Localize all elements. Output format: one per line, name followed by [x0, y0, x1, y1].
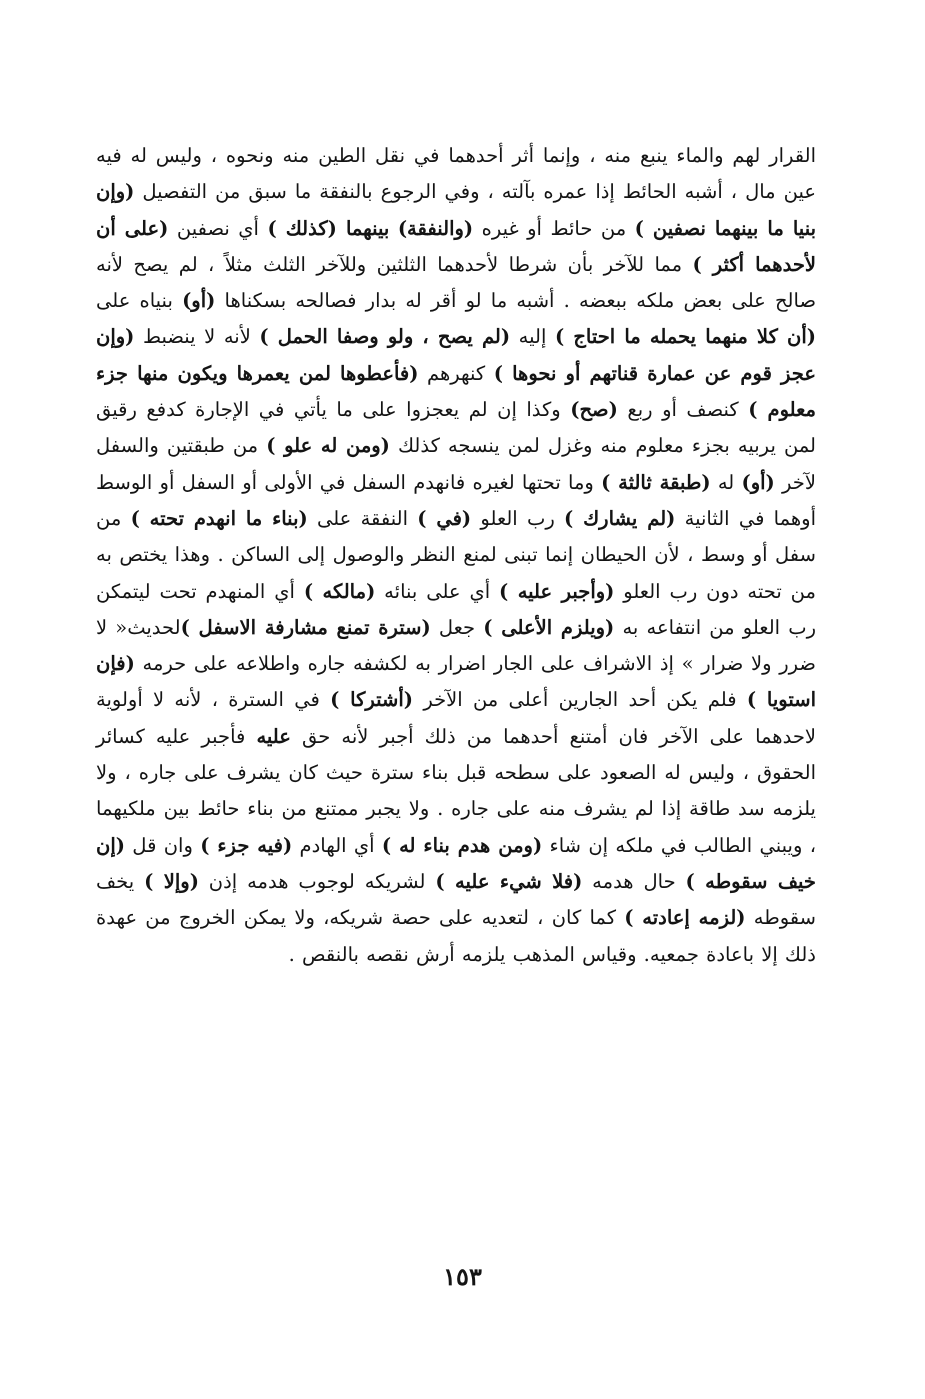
sharh-text: مما للآخر بأن شرطا لأحدهما الثلثين وللآخر الثلث مثلاً ، لم يصح لأنه صالح على بعض ملكه ببعضه . أشبه ما لو أقر له بدار فصالحه بسكناها	[96, 252, 816, 313]
matn-text: (وإن عجز قوم عن عمارة قناتهم أو نحوها )	[96, 325, 816, 385]
matn-text: (وإن بنيا ما بينهما نصفين )	[96, 180, 816, 240]
matn-text: (إن خيف سقوطه )	[96, 833, 816, 893]
matn-text: (على أن لأحدهما أكثر )	[96, 216, 816, 276]
body-text	[96, 138, 816, 973]
matn-text: (في )	[417, 506, 472, 530]
sharh-text: إليه	[510, 325, 555, 349]
sharh-text: القرار لهم والماء ينبع منه ، وإنما أثر أحدهما في نقل الطين منه ونحوه ، وليس له فيه عين مال ، أشبه الحائط إذا عمره بآلته ، وفي الرجوع بالنفقة ما سبق من التفصيل	[96, 144, 816, 204]
page-number: ١٥٣	[443, 1262, 482, 1291]
matn-text: (فأعطوها لمن يعمرها ويكون منها جزء معلوم )	[96, 361, 816, 422]
sharh-text: في السترة ، لأنه لا أولوية لاحدهما على الآخر فان أمتنع أحدهما من ذلك أجبر لأنه حق	[96, 688, 816, 748]
sharh-text: حال هدمه	[582, 869, 686, 893]
sharh-text: كنصف أو ربع	[617, 398, 749, 422]
sharh-text: رب العلو	[471, 506, 565, 530]
sharh-text: أي المنهدم تحت ليتمكن رب العلو من انتفاعه به	[96, 579, 816, 639]
sharh-text: فأجبر عليه كسائر الحقوق ، وليس له الصعود على سطحه قبل بناء سترة حيث كان يشرف على جاره ، ولا يلزمه سد طاقة إذا لم يشرف منه على جاره . ولا يجبر ممتنع من بناء حائط بين ملكيهما ، ويبني الطالب في ملكه إن شاء	[96, 724, 816, 857]
matn-text: (لم يشارك )	[564, 506, 676, 530]
matn-text: (فيه جزء )	[200, 833, 293, 857]
sharh-text: يخف سقوطه	[96, 869, 816, 930]
sharh-text: جعل	[430, 615, 484, 639]
matn-text: (أو)	[182, 289, 216, 313]
sharh-text: لحديث« لا ضرر ولا ضرار » إذ الاشراف على الجار اضرار به لكشفه جاره واطلاعه على حرمه	[96, 615, 816, 676]
matn-text: (ومن له علو )	[266, 434, 390, 458]
matn-text: (ومن هدم بناء له )	[381, 833, 543, 857]
sharh-text: من طبقتين والسفل لآخر	[96, 434, 816, 494]
matn-text: (فلا شيء عليه )	[435, 869, 583, 893]
matn-text: (مالكه )	[303, 579, 376, 603]
paragraph	[96, 138, 816, 973]
matn-text: (لزمه إعادته )	[624, 906, 746, 930]
matn-text: (أن كلا منهما يحمله ما احتاج )	[554, 325, 816, 349]
sharh-text: له	[710, 470, 742, 494]
matn-text: (أشتركا )	[330, 688, 414, 712]
sharh-text	[389, 217, 397, 240]
matn-text: (ويلزم الأعلى )	[483, 615, 615, 639]
sharh-text: لشريكه لوجوب هدمه إذن	[198, 869, 436, 893]
matn-text: بينهما (كذلك )	[267, 216, 390, 240]
sharh-text: من سفل أو وسط ، لأن الحيطان إنما تبنى لمنع النظر والوصول إلى الساكن . وهذا يختص به من تحته دون رب العلو	[96, 506, 816, 603]
sharh-text: بنياه على	[96, 289, 183, 313]
matn-text: عليه	[256, 724, 291, 748]
sharh-text: وان قل	[124, 833, 201, 857]
matn-text: (لم يصح ، ولو وصفا الحمل )	[259, 325, 511, 349]
matn-text: (وإلا )	[144, 869, 199, 893]
matn-text: (سترة تمنع مشارفة الاسفل )	[180, 615, 431, 639]
sharh-text: أي نصفين	[168, 216, 268, 240]
sharh-text: وما تحتها لغيره فانهدم السفل في الأولى أو السفل أو الوسط أوهما في الثانية	[96, 470, 816, 530]
matn-text: (بناء ما انهدم تحته )	[130, 506, 308, 530]
sharh-text: كنهرهم	[418, 361, 494, 385]
sharh-text: لأنه لا ينضبط	[134, 325, 260, 349]
sharh-text: أي الهادم	[292, 833, 382, 857]
matn-text: (والنفقة)	[397, 216, 474, 240]
sharh-text: أي على بنائه	[375, 579, 500, 603]
sharh-text: من حائط أو غيره	[473, 216, 635, 240]
sharh-text: النفقة على	[307, 506, 418, 530]
sharh-text: كما كان ، لتعديه على حصة شريكه، ولا يمكن الخروج من عهدة ذلك إلا باعادة جمعيه. وقياس المذهب يلزمه أرش نقصه بالنقص .	[96, 906, 816, 966]
matn-text: (طبقة ثالثة )	[601, 470, 711, 494]
matn-text: (أو)	[741, 470, 775, 494]
sharh-text: وكذا إن لم يعجزوا على ما يأتي في الإجارة كدفع رقيق لمن يربيه بجزء معلوم منه وغزل لمن ينسجه كذلك	[96, 398, 817, 458]
sharh-text: فلم يكن أحد الجارين أعلى من الآخر	[413, 688, 747, 712]
matn-text: (وأجبر عليه )	[499, 579, 615, 603]
matn-text: (فإن استويا )	[96, 652, 816, 712]
matn-text: (صح)	[570, 398, 618, 422]
